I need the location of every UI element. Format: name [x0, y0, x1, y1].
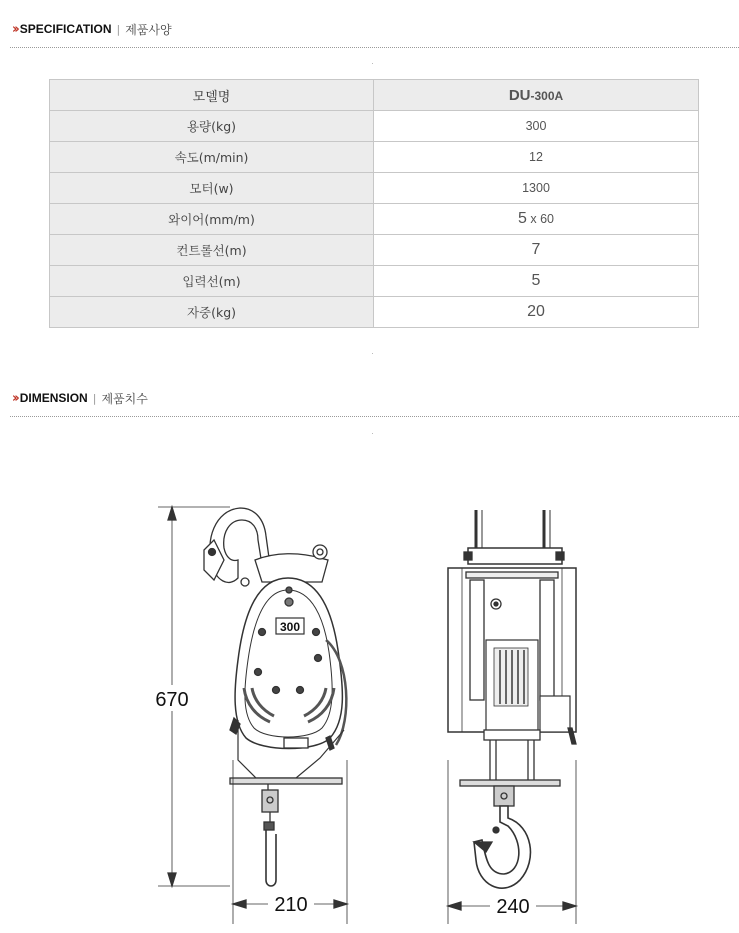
row-value-speed: 12: [374, 142, 699, 173]
heading-separator: |: [116, 22, 121, 36]
spec-section-heading: [12, 20, 172, 38]
row-value-wire: [374, 204, 699, 235]
height-label: 670: [155, 689, 189, 711]
spec-title-en: SPECIFICATION: [19, 22, 112, 36]
row-label-weight: 자중(kg): [50, 297, 374, 328]
capacity-badge-text: 300: [279, 620, 301, 634]
front-view-drawing: [448, 510, 576, 888]
spacer-dot: [372, 353, 373, 354]
spec-title-ko: 제품사양: [125, 22, 172, 37]
spec-divider: [10, 47, 739, 48]
row-label-control-cable: 컨트롤선(m): [50, 235, 374, 266]
wire-diameter: 5: [517, 210, 527, 227]
model-name: [374, 80, 699, 111]
table-row: [50, 297, 699, 328]
table-row: [50, 111, 699, 142]
dimension-drawing: [0, 440, 739, 933]
spec-table: [49, 79, 699, 328]
heading-separator: |: [92, 391, 97, 405]
table-row: [50, 173, 699, 204]
front-width-label: 240: [496, 896, 530, 918]
spacer-dot: [372, 63, 373, 64]
row-value-capacity: 300: [374, 111, 699, 142]
row-label-wire: 와이어(mm/m): [50, 204, 374, 235]
table-row: [50, 266, 699, 297]
wire-length: x 60: [526, 212, 554, 226]
row-value-input-cable: 5: [374, 266, 699, 297]
model-header-label: 모델명: [50, 80, 374, 111]
double-chevron-icon: ››: [12, 390, 17, 406]
side-view-drawing: [204, 508, 346, 886]
dim-title-ko: 제품치수: [101, 391, 148, 406]
row-value-control-cable: 7: [374, 235, 699, 266]
double-chevron-icon: ››: [12, 21, 17, 37]
row-label-capacity: 용량(kg): [50, 111, 374, 142]
row-value-weight: 20: [374, 297, 699, 328]
table-row: [50, 204, 699, 235]
row-label-input-cable: 입력선(m): [50, 266, 374, 297]
spacer-dot: [372, 433, 373, 434]
dim-section-heading: [12, 389, 148, 407]
dim-title-en: DIMENSION: [19, 391, 88, 405]
side-width-label: 210: [274, 894, 308, 916]
row-label-speed: 속도(m/min): [50, 142, 374, 173]
table-header-row: [50, 80, 699, 111]
table-row: [50, 235, 699, 266]
dim-divider: [10, 416, 739, 417]
row-value-motor: 1300: [374, 173, 699, 204]
row-label-motor: 모터(w): [50, 173, 374, 204]
table-row: [50, 142, 699, 173]
model-prefix: DU: [508, 86, 531, 104]
model-suffix: -300A: [530, 88, 564, 103]
